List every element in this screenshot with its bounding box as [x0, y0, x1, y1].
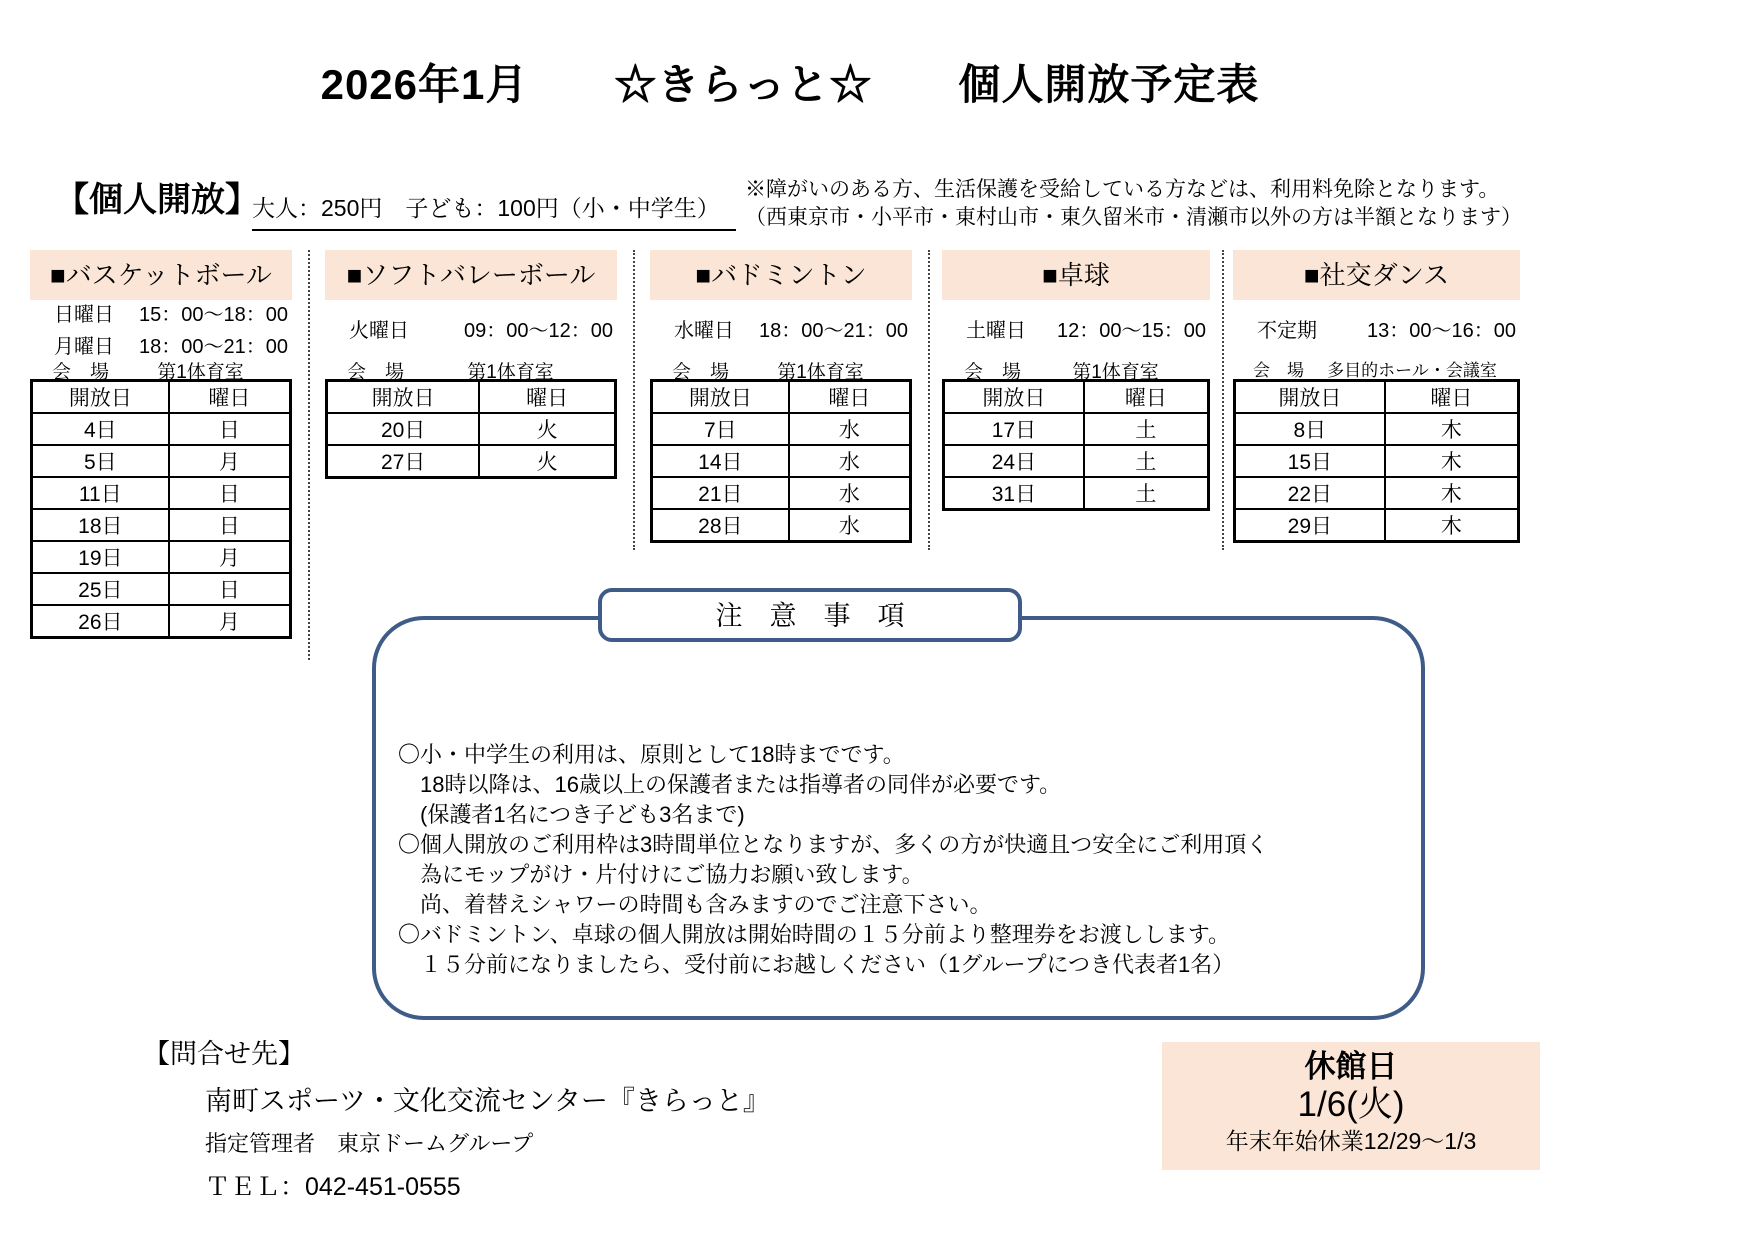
schedule-time: 15：00～18：00	[139, 304, 288, 326]
open-day-cell: 25日	[32, 573, 169, 605]
sport-schedule	[942, 300, 1210, 357]
venue-name: 第1体育室	[777, 362, 864, 383]
table-row	[327, 445, 616, 478]
open-days-table	[650, 379, 912, 543]
open-day-cell: 17日	[944, 413, 1084, 445]
venue-label: 会 場	[52, 362, 110, 383]
weekday-cell: 木	[1385, 445, 1519, 477]
open-day-cell: 5日	[32, 445, 169, 477]
open-days-table	[942, 379, 1210, 511]
table-header-row	[944, 381, 1209, 414]
open-days-table	[1233, 379, 1520, 543]
sport-column-4	[942, 250, 1210, 511]
table-header-row	[327, 381, 616, 414]
col-header-weekday: 曜日	[1084, 381, 1209, 414]
venue-line	[1233, 357, 1520, 379]
venue-label: 会 場	[347, 362, 405, 383]
table-row	[1235, 413, 1519, 445]
table-header-row	[1235, 381, 1519, 414]
weekday-cell: 木	[1385, 509, 1519, 542]
schedule-line	[966, 314, 1206, 343]
open-days-table	[30, 379, 292, 639]
col-header-weekday: 曜日	[1385, 381, 1519, 414]
open-day-cell: 27日	[327, 445, 480, 478]
venue-line	[30, 357, 292, 383]
schedule-day: 日曜日	[54, 304, 114, 326]
sport-title: ■バドミントン	[650, 250, 912, 300]
open-day-cell: 18日	[32, 509, 169, 541]
col-header-open-day: 開放日	[32, 381, 169, 414]
contact-label: 【問合せ先】	[143, 1039, 305, 1069]
notes-lines	[398, 740, 1268, 980]
contact-block	[143, 1032, 770, 1203]
weekday-cell: 土	[1084, 413, 1209, 445]
col-header-open-day: 開放日	[944, 381, 1084, 414]
col-header-weekday: 曜日	[169, 381, 291, 414]
open-day-cell: 8日	[1235, 413, 1385, 445]
venue-line	[942, 357, 1210, 383]
note-line: 〇バドミントン、卓球の個人開放は開始時間の１５分前より整理券をお渡しします。	[398, 922, 1231, 947]
open-day-cell: 28日	[652, 509, 789, 542]
weekday-cell: 月	[169, 445, 291, 477]
table-row	[32, 573, 291, 605]
table-row	[1235, 477, 1519, 509]
col-header-open-day: 開放日	[652, 381, 789, 414]
schedule-line	[54, 298, 288, 327]
page-title: 2026年1月 ☆きらっと☆ 個人開放予定表	[320, 61, 1260, 108]
notes-title: 注 意 事 項	[598, 588, 1022, 642]
schedule-line	[349, 314, 613, 343]
open-day-cell: 24日	[944, 445, 1084, 477]
table-row	[32, 541, 291, 573]
schedule-line	[674, 314, 908, 343]
sport-title: ■卓球	[942, 250, 1210, 300]
table-header-row	[32, 381, 291, 414]
venue-line	[650, 357, 912, 383]
schedule-time: 09：00～12：00	[464, 320, 613, 342]
venue-label: 会 場	[1253, 360, 1304, 380]
contact-facility-name: 南町スポーツ・文化交流センター『きらっと』	[205, 1086, 770, 1116]
closed-days-title: 休館日	[1304, 1049, 1398, 1084]
note-line: 〇個人開放のご利用枠は3時間単位となりますが、多くの方が快適且つ安全にご利用頂く	[398, 832, 1269, 857]
sport-column-5	[1233, 250, 1520, 543]
note-line: 18時以降は、16歳以上の保護者または指導者の同伴が必要です。	[398, 772, 1062, 797]
weekday-cell: 日	[169, 573, 291, 605]
open-day-cell: 26日	[32, 605, 169, 638]
venue-label: 会 場	[672, 362, 730, 383]
open-day-cell: 29日	[1235, 509, 1385, 542]
weekday-cell: 火	[479, 413, 615, 445]
venue-name: 多目的ホール・会議室	[1327, 360, 1497, 380]
weekday-cell: 木	[1385, 477, 1519, 509]
fee-exemption-note-line2: （西東京市・小平市・東村山市・東久留米市・清瀬市以外の方は半額となります）	[745, 206, 1522, 229]
schedule-day: 火曜日	[349, 320, 409, 342]
schedule-time: 13：00～16：00	[1367, 320, 1516, 342]
weekday-cell: 水	[789, 477, 911, 509]
schedule-line	[54, 330, 288, 359]
venue-name: 第1体育室	[467, 362, 554, 383]
table-row	[32, 509, 291, 541]
table-row	[652, 509, 911, 542]
table-row	[944, 477, 1209, 510]
table-row	[652, 477, 911, 509]
table-row	[32, 605, 291, 638]
closed-date: 1/6(火)	[1297, 1085, 1405, 1124]
sport-column-2	[325, 250, 617, 479]
table-row	[32, 477, 291, 509]
schedule-day: 不定期	[1257, 320, 1317, 342]
table-header-row	[652, 381, 911, 414]
column-divider	[308, 250, 310, 660]
weekday-cell: 火	[479, 445, 615, 478]
table-row	[32, 445, 291, 477]
col-header-open-day: 開放日	[1235, 381, 1385, 414]
column-divider	[928, 250, 930, 550]
open-day-cell: 15日	[1235, 445, 1385, 477]
open-day-cell: 19日	[32, 541, 169, 573]
venue-name: 第1体育室	[157, 362, 244, 383]
col-header-weekday: 曜日	[789, 381, 911, 414]
weekday-cell: 土	[1084, 477, 1209, 510]
open-day-cell: 22日	[1235, 477, 1385, 509]
venue-label: 会 場	[964, 362, 1022, 383]
schedule-time: 12：00～15：00	[1057, 320, 1206, 342]
open-day-cell: 20日	[327, 413, 480, 445]
col-header-open-day: 開放日	[327, 381, 480, 414]
weekday-cell: 日	[169, 413, 291, 445]
table-row	[652, 413, 911, 445]
section-label: 【個人開放】	[55, 181, 259, 219]
note-line: 〇小・中学生の利用は、原則として18時までです。	[398, 742, 905, 767]
weekday-cell: 水	[789, 413, 911, 445]
fee-exemption-note-line1: ※障がいのある方、生活保護を受給している方などは、利用料免除となります。	[745, 178, 1500, 201]
weekday-cell: 日	[169, 509, 291, 541]
table-row	[944, 445, 1209, 477]
sport-schedule	[1233, 300, 1520, 357]
venue-name: 第1体育室	[1072, 362, 1159, 383]
schedule-line	[1257, 314, 1516, 343]
weekday-cell: 土	[1084, 445, 1209, 477]
fee-exemption-note	[745, 176, 1522, 232]
column-divider	[1222, 250, 1224, 550]
open-days-table	[325, 379, 617, 479]
sport-title: ■ソフトバレーボール	[325, 250, 617, 300]
table-row	[32, 413, 291, 445]
col-header-weekday: 曜日	[479, 381, 615, 414]
note-line: １５分前になりましたら、受付前にお越しください（1グループにつき代表者1名）	[398, 952, 1235, 977]
table-row	[652, 445, 911, 477]
sport-schedule	[30, 300, 292, 357]
weekday-cell: 月	[169, 541, 291, 573]
sport-column-1	[30, 250, 292, 639]
contact-phone: ＴＥＬ：042-451-0555	[205, 1173, 461, 1201]
closed-days-box	[1162, 1042, 1540, 1170]
schedule-day: 土曜日	[966, 320, 1026, 342]
weekday-cell: 水	[789, 509, 911, 542]
table-row	[944, 413, 1209, 445]
open-day-cell: 21日	[652, 477, 789, 509]
table-row	[1235, 509, 1519, 542]
sport-title: ■社交ダンス	[1233, 250, 1520, 300]
open-day-cell: 14日	[652, 445, 789, 477]
weekday-cell: 水	[789, 445, 911, 477]
note-line: 為にモップがけ・片付けにご協力お願い致します。	[398, 862, 924, 887]
closed-yearend-note: 年末年始休業12/29～1/3	[1225, 1128, 1477, 1154]
contact-manager: 指定管理者 東京ドームグループ	[205, 1131, 534, 1156]
sport-schedule	[650, 300, 912, 357]
open-day-cell: 7日	[652, 413, 789, 445]
weekday-cell: 木	[1385, 413, 1519, 445]
sport-schedule	[325, 300, 617, 357]
table-row	[1235, 445, 1519, 477]
column-divider	[633, 250, 635, 550]
schedule-time: 18：00～21：00	[139, 336, 288, 358]
sport-title: ■バスケットボール	[30, 250, 292, 300]
schedule-day: 水曜日	[674, 320, 734, 342]
weekday-cell: 月	[169, 605, 291, 638]
price-line: 大人：250円 子ども：100円（小・中学生）	[252, 190, 736, 231]
open-day-cell: 4日	[32, 413, 169, 445]
open-day-cell: 11日	[32, 477, 169, 509]
note-line: (保護者1名につき子ども3名まで)	[398, 802, 745, 827]
sport-column-3	[650, 250, 912, 543]
table-row	[327, 413, 616, 445]
schedule-time: 18：00～21：00	[759, 320, 908, 342]
open-day-cell: 31日	[944, 477, 1084, 510]
schedule-day: 月曜日	[54, 336, 114, 358]
weekday-cell: 日	[169, 477, 291, 509]
venue-line	[325, 357, 617, 383]
note-line: 尚、着替えシャワーの時間も含みますのでご注意下さい。	[398, 892, 992, 917]
